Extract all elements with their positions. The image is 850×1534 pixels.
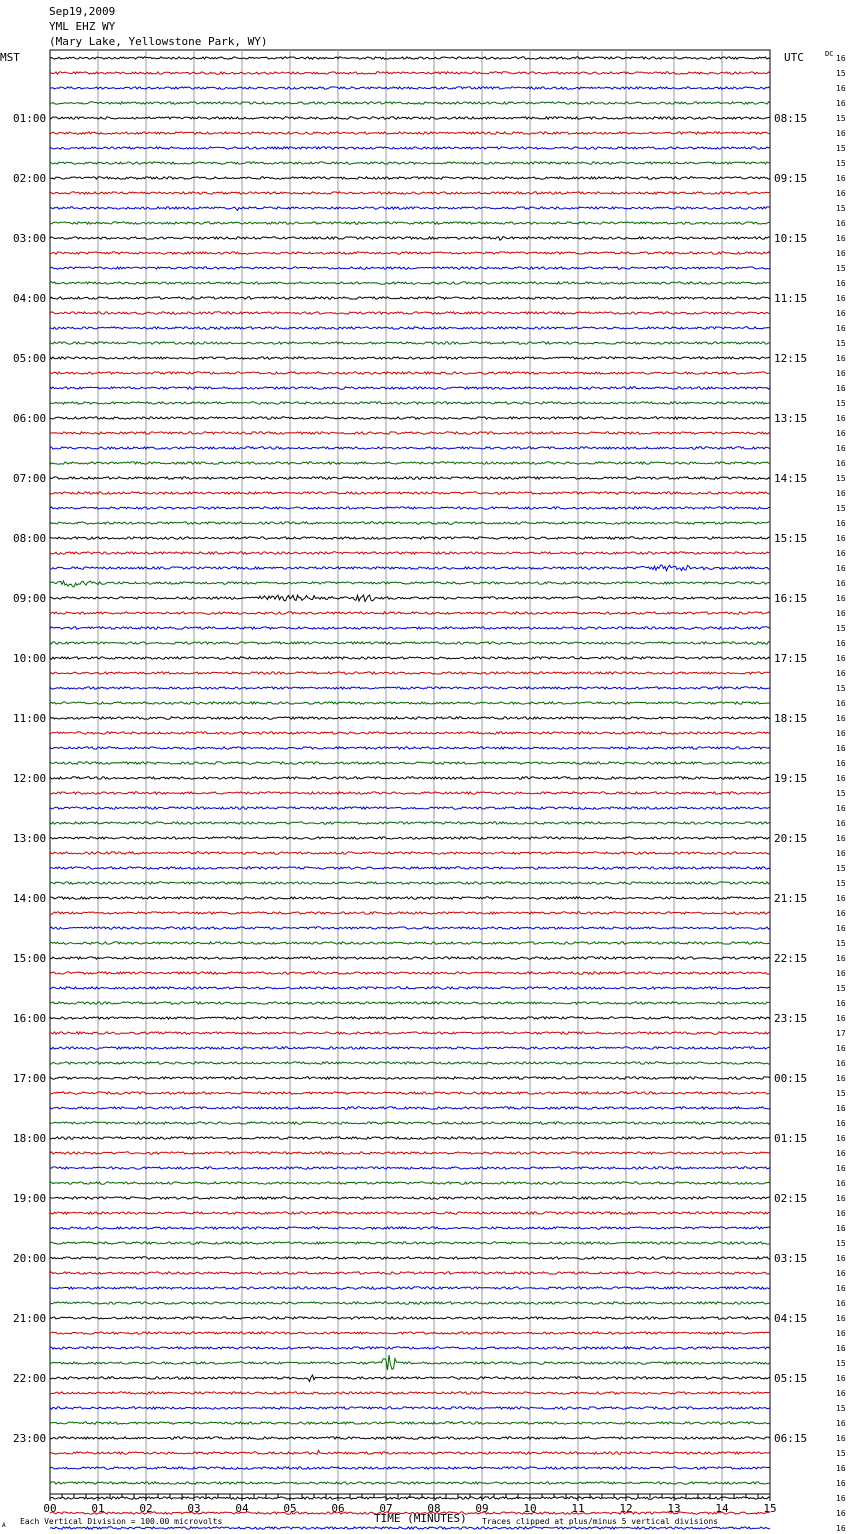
- right-hour-label: 15:15: [774, 532, 808, 545]
- dc-offset-label: 16: [836, 774, 846, 783]
- dc-offset-label: 16: [836, 834, 846, 843]
- trace-row: [50, 1302, 770, 1304]
- trace-row: [50, 792, 770, 794]
- dc-offset-label: 16: [836, 219, 846, 228]
- dc-offset-label: 16: [836, 1179, 846, 1188]
- scale-note: Each Vertical Division = 100.00 microvolts: [20, 1517, 223, 1526]
- x-tick-label: 05: [283, 1502, 297, 1515]
- right-hour-label: 23:15: [774, 1012, 808, 1025]
- trace-row: [50, 942, 770, 944]
- right-hour-label: 20:15: [774, 832, 808, 845]
- dc-offset-label: 15: [836, 264, 846, 273]
- dc-offset-label: 16: [836, 909, 846, 918]
- dc-offset-label: 16: [836, 1224, 846, 1233]
- trace-row: [50, 1032, 770, 1034]
- right-timezone-label: UTC: [784, 51, 804, 64]
- trace-row: [50, 1002, 770, 1004]
- trace-row: [50, 1182, 770, 1184]
- right-hour-label: 17:15: [774, 652, 808, 665]
- trace-row: [50, 1257, 770, 1259]
- dc-offset-label: 16: [836, 1194, 846, 1203]
- dc-offset-label: 15: [836, 399, 846, 408]
- dc-offset-label: 16: [836, 519, 846, 528]
- trace-row: [50, 537, 770, 539]
- trace-row: [50, 252, 770, 254]
- x-tick-label: 13: [667, 1502, 681, 1515]
- trace-row: [50, 1355, 770, 1370]
- trace-row: [50, 1375, 770, 1381]
- x-tick-label: 12: [619, 1502, 633, 1515]
- left-hour-label: 02:00: [13, 172, 47, 185]
- left-hour-label: 05:00: [13, 352, 47, 365]
- left-hour-label: 01:00: [13, 112, 47, 125]
- trace-row: [50, 147, 770, 149]
- dc-offset-label: 16: [836, 1434, 846, 1443]
- right-hour-label: 16:15: [774, 592, 808, 605]
- dc-offset-label: 15: [836, 1404, 846, 1413]
- trace-row: [50, 432, 770, 434]
- dc-offset-label: 15: [836, 474, 846, 483]
- left-hour-label: 17:00: [13, 1072, 47, 1085]
- trace-row: [50, 1047, 770, 1049]
- dc-offset-label: 16: [836, 1329, 846, 1338]
- trace-row: [50, 822, 770, 824]
- dc-offset-label: 15: [836, 114, 846, 123]
- dc-offset-label: 16: [836, 744, 846, 753]
- trace-row: [50, 177, 770, 179]
- dc-offset-label: 15: [836, 789, 846, 798]
- trace-row: [50, 777, 770, 779]
- trace-row: [50, 372, 770, 374]
- x-tick-label: 06: [331, 1502, 345, 1515]
- dc-offset-label: 16: [836, 714, 846, 723]
- trace-row: [50, 237, 770, 241]
- right-hour-label: 19:15: [774, 772, 808, 785]
- dc-offset-label: 16: [836, 429, 846, 438]
- dc-offset-label: 16: [836, 1134, 846, 1143]
- dc-offset-label: 15: [836, 159, 846, 168]
- trace-row: [50, 927, 770, 929]
- left-hour-label: 12:00: [13, 772, 47, 785]
- location-label: (Mary Lake, Yellowstone Park, WY): [49, 35, 268, 48]
- dc-offset-label: 15: [836, 1449, 846, 1458]
- dc-offset-label: 16: [836, 279, 846, 288]
- trace-row: [50, 1122, 770, 1124]
- right-hour-label: 11:15: [774, 292, 808, 305]
- dc-offset-label: 16: [836, 1269, 846, 1278]
- left-hour-label: 19:00: [13, 1192, 47, 1205]
- trace-row: [50, 1272, 770, 1274]
- trace-row: [50, 897, 770, 899]
- x-tick-label: 08: [427, 1502, 441, 1515]
- left-hour-label: 15:00: [13, 952, 47, 965]
- dc-offset-label: 16: [836, 1464, 846, 1473]
- dc-offset-label: 15: [836, 939, 846, 948]
- dc-offset-label: 16: [836, 99, 846, 108]
- trace-row: [50, 1467, 770, 1469]
- dc-offset-label: 16: [836, 249, 846, 258]
- dc-offset-label: 16: [836, 1149, 846, 1158]
- trace-row: [50, 807, 770, 809]
- x-tick-label: 04: [235, 1502, 249, 1515]
- dc-offset-label: 15: [836, 144, 846, 153]
- trace-row: [50, 581, 770, 587]
- left-hour-label: 14:00: [13, 892, 47, 905]
- right-hour-label: 14:15: [774, 472, 808, 485]
- trace-row: [50, 1392, 770, 1394]
- dc-offset-label: 16: [836, 669, 846, 678]
- dc-offset-label: 16: [836, 924, 846, 933]
- dc-offset-label: 16: [836, 639, 846, 648]
- dc-offset-label: 16: [836, 849, 846, 858]
- right-hour-label: 04:15: [774, 1312, 808, 1325]
- left-hour-label: 09:00: [13, 592, 47, 605]
- dc-offset-label: 16: [836, 1344, 846, 1353]
- dc-offset-label: 15: [836, 339, 846, 348]
- trace-row: [50, 972, 770, 974]
- dc-offset-label: 16: [836, 1314, 846, 1323]
- trace-row: [50, 987, 770, 989]
- trace-row: [50, 912, 770, 914]
- dc-offset-label: 16: [836, 369, 846, 378]
- trace-row: [50, 1137, 770, 1139]
- trace-row: [50, 672, 770, 674]
- trace-row: [50, 762, 770, 764]
- dc-offset-label: 16: [836, 1104, 846, 1113]
- trace-row: [50, 267, 770, 269]
- dc-offset-label: 16: [836, 234, 846, 243]
- dc-offset-label: 16: [836, 1509, 846, 1518]
- date-label: Sep19,2009: [49, 5, 116, 18]
- trace-row: [50, 492, 770, 494]
- dc-offset-label: 16: [836, 894, 846, 903]
- dc-offset-label: 16: [836, 1044, 846, 1053]
- dc-offset-label: 16: [836, 1524, 846, 1533]
- right-hour-label: 01:15: [774, 1132, 808, 1145]
- dc-offset-label: 15: [836, 864, 846, 873]
- dc-offset-label: 16: [836, 654, 846, 663]
- trace-row: [50, 747, 770, 749]
- trace-row: [50, 417, 770, 419]
- dc-offset-label: 16: [836, 609, 846, 618]
- trace-row: [50, 882, 770, 884]
- dc-offset-label: 16: [836, 414, 846, 423]
- x-tick-label: 02: [139, 1502, 153, 1515]
- trace-row: [50, 447, 770, 449]
- trace-row: [50, 657, 770, 659]
- dc-offset-label: 16: [836, 1119, 846, 1128]
- trace-row: [50, 702, 770, 704]
- left-hour-label: 22:00: [13, 1372, 47, 1385]
- left-hour-label: 23:00: [13, 1432, 47, 1445]
- trace-row: [50, 1422, 770, 1424]
- right-hour-label: 00:15: [774, 1072, 808, 1085]
- left-hour-label: 21:00: [13, 1312, 47, 1325]
- trace-row: [50, 1017, 770, 1019]
- trace-row: [50, 462, 770, 464]
- trace-row: [50, 117, 770, 119]
- dc-label: DC: [825, 50, 834, 58]
- trace-row: [50, 642, 770, 644]
- clip-note: Traces clipped at plus/minus 5 vertical divisions: [482, 1517, 719, 1526]
- dc-offset-label: 16: [836, 309, 846, 318]
- left-hour-label: 08:00: [13, 532, 47, 545]
- dc-offset-label: 16: [836, 1479, 846, 1488]
- dc-offset-label: 16: [836, 1164, 846, 1173]
- trace-row: [50, 387, 770, 389]
- trace-row: [50, 102, 770, 104]
- dc-offset-label: 15: [836, 69, 846, 78]
- dc-offset-label: 15: [836, 1239, 846, 1248]
- x-tick-label: 03: [187, 1502, 201, 1515]
- right-hour-label: 08:15: [774, 112, 808, 125]
- dc-offset-label: 16: [836, 1374, 846, 1383]
- dc-offset-label: 16: [836, 1014, 846, 1023]
- trace-row: [50, 402, 770, 404]
- right-hour-label: 13:15: [774, 412, 808, 425]
- trace-row: [50, 732, 770, 734]
- dc-offset-label: 16: [836, 1059, 846, 1068]
- left-hour-label: 13:00: [13, 832, 47, 845]
- dc-offset-label: 16: [836, 1419, 846, 1428]
- trace-row: [50, 192, 770, 194]
- trace-row: [50, 207, 770, 211]
- trace-row: [50, 717, 770, 719]
- trace-row: [50, 957, 770, 959]
- corner-mark: A: [2, 1522, 6, 1529]
- right-hour-label: 22:15: [774, 952, 808, 965]
- right-hour-label: 09:15: [774, 172, 808, 185]
- right-hour-label: 03:15: [774, 1252, 808, 1265]
- trace-row: [50, 72, 770, 74]
- trace-row: [50, 132, 770, 134]
- trace-row: [50, 1242, 770, 1244]
- dc-offset-label: 16: [836, 954, 846, 963]
- trace-row: [50, 1107, 770, 1109]
- trace-row: [50, 1450, 770, 1454]
- dc-offset-label: 16: [836, 174, 846, 183]
- dc-offset-label: 15: [836, 684, 846, 693]
- x-tick-label: 11: [571, 1502, 585, 1515]
- dc-offset-label: 16: [836, 1494, 846, 1503]
- dc-offset-label: 16: [836, 819, 846, 828]
- station-label: YML EHZ WY: [49, 20, 116, 33]
- trace-row: [50, 282, 770, 284]
- trace-row: [50, 1407, 770, 1409]
- dc-offset-label: 16: [836, 459, 846, 468]
- trace-row: [50, 312, 770, 314]
- dc-offset-label: 16: [836, 729, 846, 738]
- dc-offset-label: 15: [836, 879, 846, 888]
- dc-offset-label: 16: [836, 1299, 846, 1308]
- x-tick-label: 09: [475, 1502, 489, 1515]
- dc-offset-label: 16: [836, 489, 846, 498]
- dc-offset-label: 15: [836, 624, 846, 633]
- dc-offset-label: 15: [836, 1359, 846, 1368]
- trace-row: [50, 327, 770, 329]
- dc-offset-label: 16: [836, 444, 846, 453]
- dc-offset-label: 16: [836, 129, 846, 138]
- left-hour-label: 20:00: [13, 1252, 47, 1265]
- trace-row: [50, 162, 770, 164]
- left-hour-label: 11:00: [13, 712, 47, 725]
- left-hour-label: 16:00: [13, 1012, 47, 1025]
- trace-row: [50, 1227, 770, 1229]
- dc-offset-label: 16: [836, 54, 846, 63]
- trace-row: [50, 565, 770, 571]
- trace-row: [50, 297, 770, 299]
- trace-row: [50, 627, 770, 629]
- dc-offset-label: 16: [836, 1254, 846, 1263]
- right-hour-label: 05:15: [774, 1372, 808, 1385]
- dc-offset-label: 16: [836, 999, 846, 1008]
- trace-row: [50, 852, 770, 854]
- trace-row: [50, 222, 770, 224]
- dc-offset-label: 16: [836, 1209, 846, 1218]
- left-timezone-label: MST: [0, 51, 20, 64]
- x-tick-label: 14: [715, 1502, 729, 1515]
- trace-row: [50, 477, 770, 479]
- trace-row: [50, 57, 770, 59]
- trace-row: [50, 1212, 770, 1214]
- right-hour-label: 21:15: [774, 892, 808, 905]
- trace-row: [50, 1332, 770, 1334]
- left-hour-label: 18:00: [13, 1132, 47, 1145]
- trace-row: [50, 837, 770, 839]
- dc-offset-label: 16: [836, 324, 846, 333]
- trace-row: [50, 1167, 770, 1169]
- dc-offset-label: 16: [836, 294, 846, 303]
- trace-row: [50, 1482, 770, 1484]
- left-hour-label: 10:00: [13, 652, 47, 665]
- dc-offset-label: 15: [836, 1089, 846, 1098]
- x-tick-label: 00: [43, 1502, 57, 1515]
- dc-offset-label: 16: [836, 189, 846, 198]
- trace-row: [50, 522, 770, 524]
- trace-row: [50, 867, 770, 869]
- trace-row: [50, 687, 770, 689]
- x-tick-label: 10: [523, 1502, 537, 1515]
- dc-offset-label: 15: [836, 504, 846, 513]
- dc-offset-label: 16: [836, 699, 846, 708]
- left-hour-label: 07:00: [13, 472, 47, 485]
- trace-row: [50, 1077, 770, 1079]
- trace-row: [50, 1092, 770, 1094]
- dc-offset-label: 16: [836, 804, 846, 813]
- trace-row: [50, 507, 770, 509]
- right-hour-label: 06:15: [774, 1432, 808, 1445]
- left-hour-label: 03:00: [13, 232, 47, 245]
- trace-row: [50, 595, 770, 601]
- trace-row: [50, 87, 770, 89]
- dc-offset-label: 15: [836, 984, 846, 993]
- trace-row: [50, 1347, 770, 1349]
- dc-offset-label: 16: [836, 354, 846, 363]
- trace-row: [50, 1287, 770, 1289]
- dc-offset-label: 16: [836, 759, 846, 768]
- trace-row: [50, 342, 770, 344]
- dc-offset-label: 16: [836, 534, 846, 543]
- trace-row: [50, 357, 770, 359]
- trace-row: [50, 1062, 770, 1064]
- right-hour-label: 02:15: [774, 1192, 808, 1205]
- dc-offset-label: 16: [836, 1074, 846, 1083]
- trace-row: [50, 552, 770, 554]
- trace-row: [50, 1197, 770, 1199]
- dc-offset-label: 16: [836, 594, 846, 603]
- x-tick-label: 01: [91, 1502, 105, 1515]
- x-axis-label: TIME (MINUTES): [374, 1512, 467, 1525]
- right-hour-label: 18:15: [774, 712, 808, 725]
- trace-row: [50, 1317, 770, 1319]
- dc-offset-label: 16: [836, 549, 846, 558]
- trace-row: [50, 1437, 770, 1439]
- dc-offset-label: 16: [836, 1284, 846, 1293]
- dc-offset-label: 15: [836, 204, 846, 213]
- right-hour-label: 10:15: [774, 232, 808, 245]
- dc-offset-label: 16: [836, 564, 846, 573]
- left-hour-label: 06:00: [13, 412, 47, 425]
- dc-offset-label: 16: [836, 1389, 846, 1398]
- dc-offset-label: 16: [836, 579, 846, 588]
- x-tick-label: 15: [763, 1502, 777, 1515]
- right-hour-label: 12:15: [774, 352, 808, 365]
- dc-offset-label: 17: [836, 1029, 846, 1038]
- dc-offset-label: 16: [836, 969, 846, 978]
- x-tick-label: 07: [379, 1502, 393, 1515]
- left-hour-label: 04:00: [13, 292, 47, 305]
- dc-offset-label: 16: [836, 384, 846, 393]
- trace-row: [50, 612, 770, 614]
- dc-offset-label: 16: [836, 84, 846, 93]
- trace-row: [50, 1152, 770, 1154]
